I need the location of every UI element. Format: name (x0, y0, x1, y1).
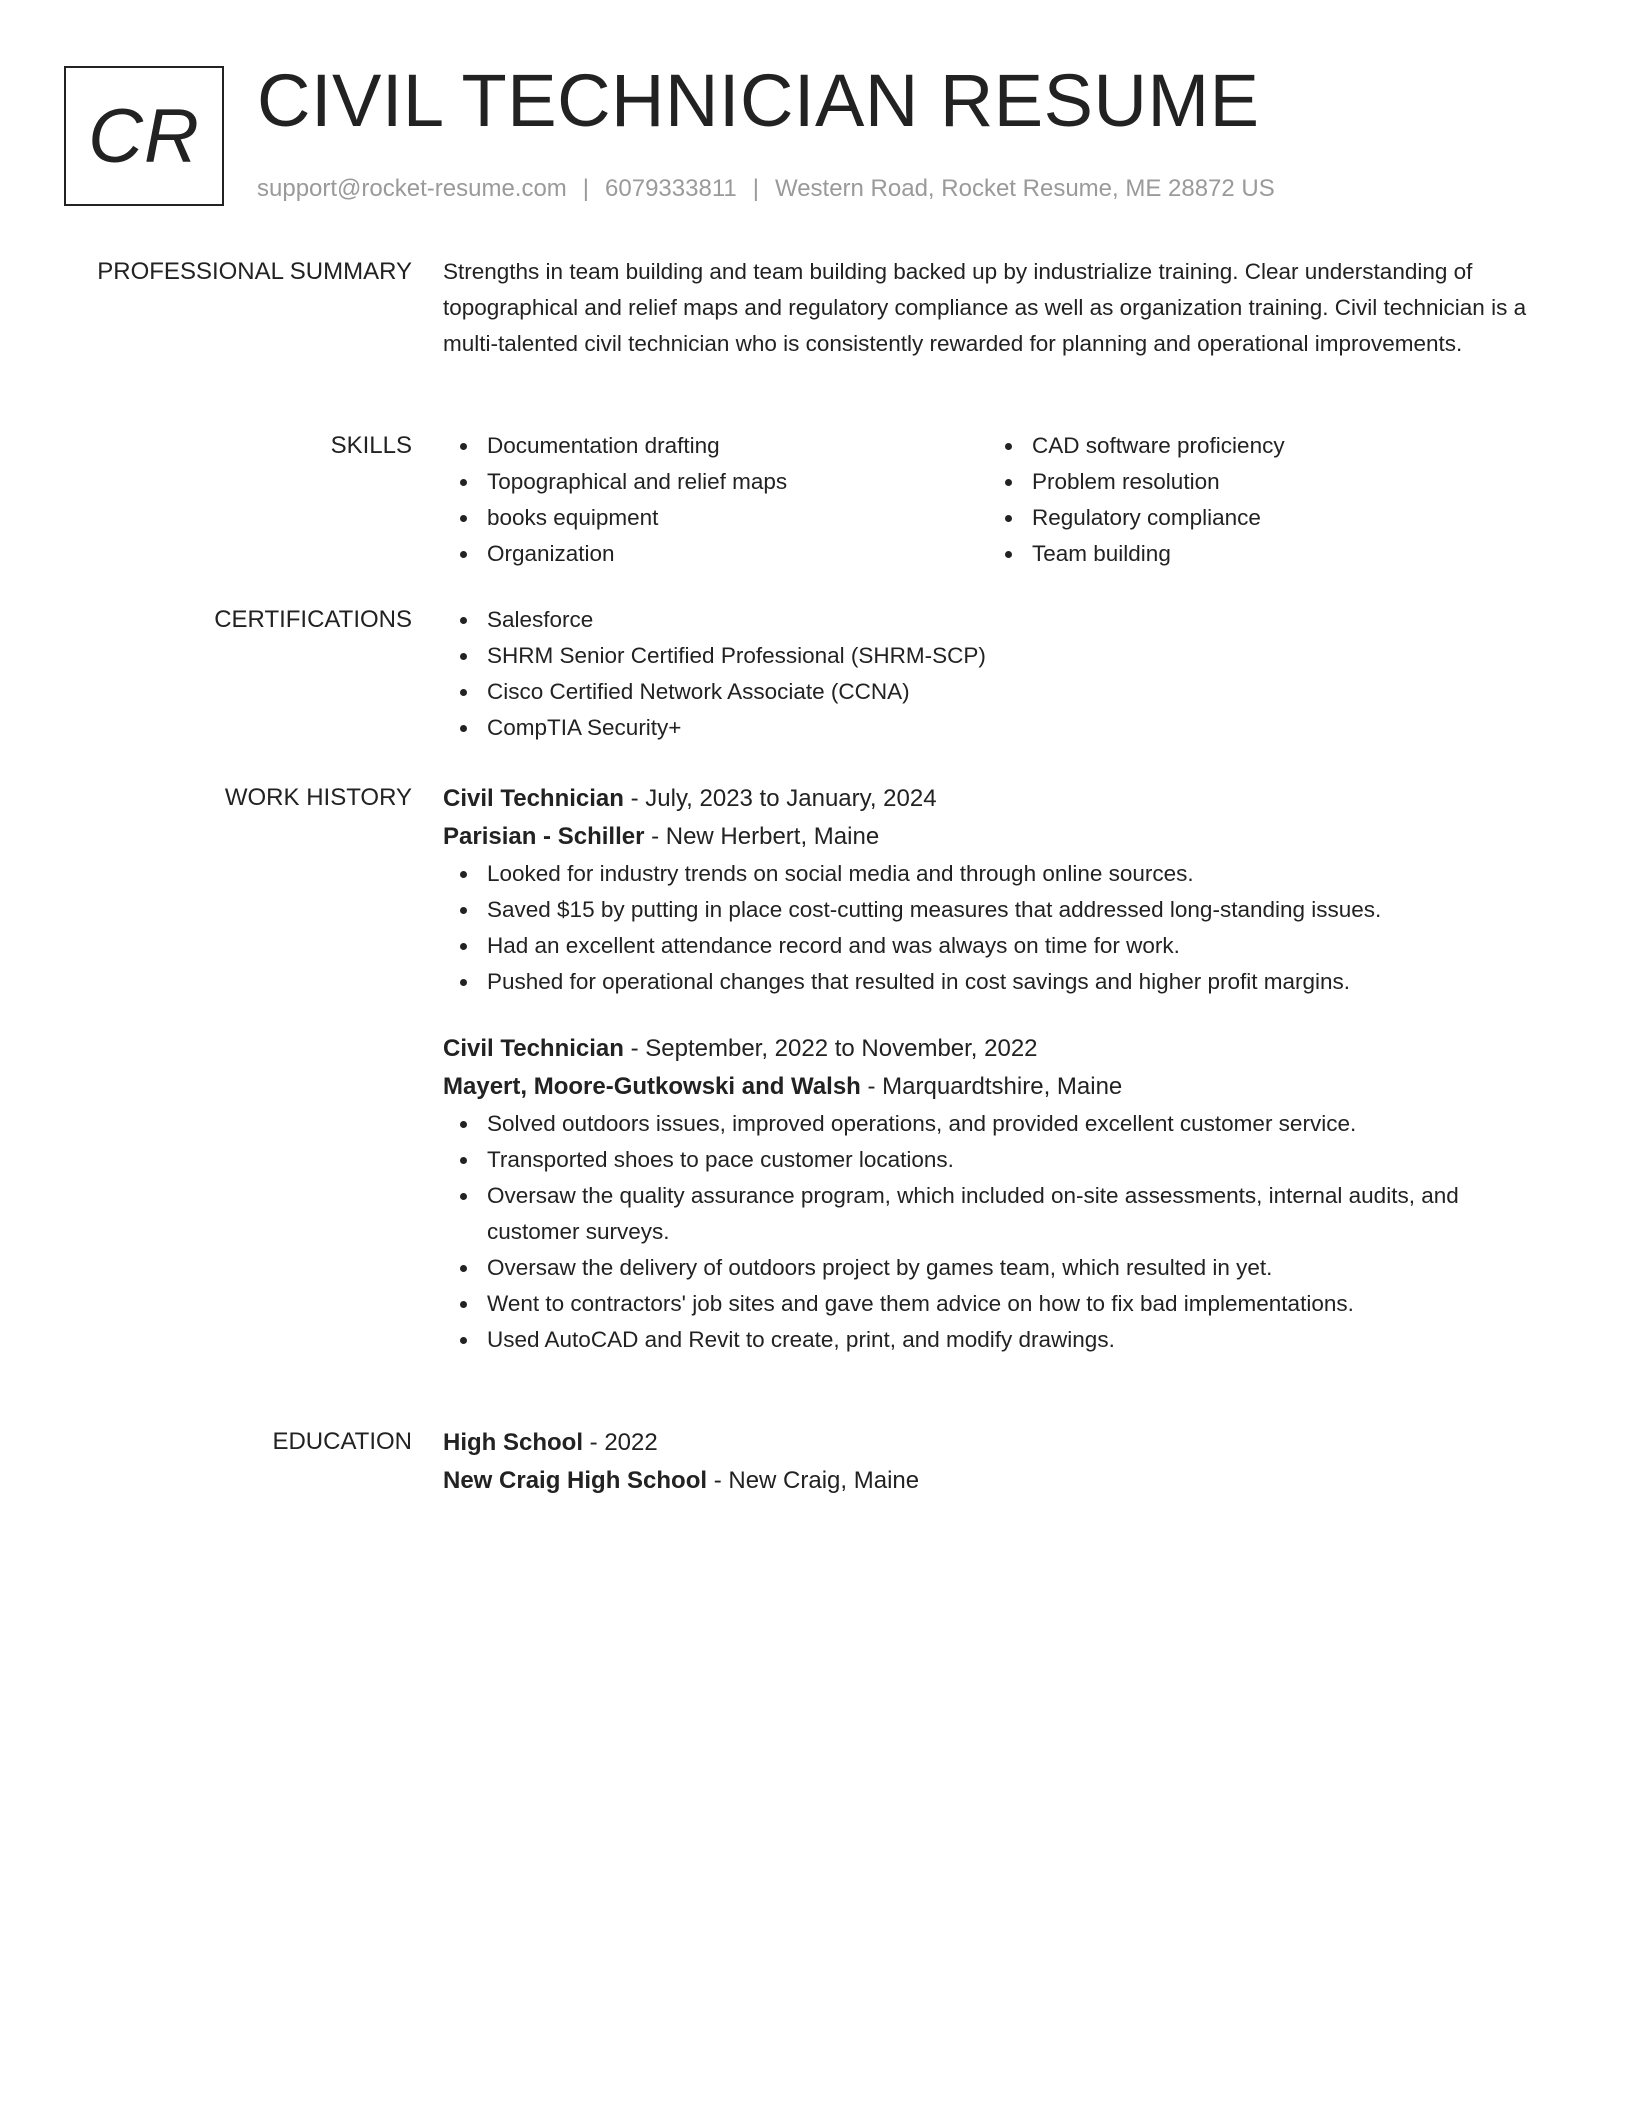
summary-body (443, 254, 1555, 362)
certification-item: SHRM Senior Certified Professional (SHRM-SCP) (487, 638, 1555, 674)
job-title-line (443, 1030, 1555, 1068)
certification-item: CompTIA Security+ (487, 710, 1555, 746)
skills-list-right (988, 428, 1533, 572)
job-duty-item: Looked for industry trends on social media and through online sources. (487, 856, 1555, 892)
job-duty-item: Oversaw the quality assurance program, which included on-site assessments, internal audits, and customer surveys. (487, 1178, 1555, 1250)
job-dates: - July, 2023 to January, 2024 (623, 785, 937, 812)
education-location: - New Craig, Maine (707, 1467, 920, 1494)
work-history-body (443, 780, 1555, 1358)
certifications-body (443, 602, 1555, 746)
skills-heading: SKILLS (330, 432, 412, 459)
job-duties-list (443, 1106, 1555, 1358)
skills-list-left (443, 428, 988, 572)
job-duty-item: Pushed for operational changes that resulted in cost savings and higher profit margins. (487, 964, 1555, 1000)
job-title: Civil Technician (443, 1035, 624, 1062)
job-entry (443, 780, 1555, 1000)
job-dates: - September, 2022 to November, 2022 (623, 1035, 1038, 1062)
job-title-line (443, 780, 1555, 818)
resume-title: CIVIL TECHNICIAN RESUME (257, 59, 1260, 142)
education-school-line (443, 1462, 1555, 1500)
job-location: - New Herbert, Maine (644, 823, 880, 850)
job-duty-item: Saved $15 by putting in place cost-cutting measures that addressed long-standing issues. (487, 892, 1555, 928)
contact-separator: | (582, 175, 590, 202)
education-year: - 2022 (583, 1429, 658, 1456)
skill-item: Team building (1032, 536, 1533, 572)
skill-item: Regulatory compliance (1032, 500, 1533, 536)
skill-item: CAD software proficiency (1032, 428, 1533, 464)
job-company: Mayert, Moore-Gutkowski and Walsh (443, 1073, 861, 1100)
job-duty-item: Transported shoes to pace customer locations. (487, 1142, 1555, 1178)
monogram-initials: CR (88, 93, 200, 179)
job-title: Civil Technician (443, 785, 624, 812)
education-body (443, 1424, 1555, 1500)
job-location: - Marquardtshire, Maine (860, 1073, 1123, 1100)
work-history-heading: WORK HISTORY (224, 784, 412, 811)
certifications-heading: CERTIFICATIONS (214, 606, 412, 633)
job-duty-item: Solved outdoors issues, improved operations, and provided excellent customer service. (487, 1106, 1555, 1142)
skills-column-right (988, 428, 1533, 572)
skills-column-left (443, 428, 988, 572)
contact-line (257, 172, 1275, 206)
contact-address: Western Road, Rocket Resume, ME 28872 US (774, 175, 1275, 202)
contact-separator: | (752, 175, 759, 202)
skills-body (443, 428, 1555, 572)
skill-item: Problem resolution (1032, 464, 1533, 500)
summary-heading: PROFESSIONAL SUMMARY (97, 258, 412, 285)
education-heading: EDUCATION (272, 1428, 412, 1455)
job-entry (443, 1030, 1555, 1358)
job-company-line (443, 818, 1555, 856)
certifications-list (443, 602, 1555, 746)
education-degree-line (443, 1424, 1555, 1462)
job-company-line (443, 1068, 1555, 1106)
job-company: Parisian - Schiller (443, 823, 645, 850)
job-duty-item: Had an excellent attendance record and was always on time for work. (487, 928, 1555, 964)
education-degree: High School (443, 1429, 583, 1456)
certification-item: Cisco Certified Network Associate (CCNA) (487, 674, 1555, 710)
contact-email: support@rocket-resume.com (257, 175, 567, 202)
monogram-box (64, 66, 224, 206)
skill-item: books equipment (487, 500, 988, 536)
contact-phone: 6079333811 (605, 175, 737, 202)
job-duties-list (443, 856, 1555, 1000)
job-duty-item: Oversaw the delivery of outdoors project by games team, which resulted in yet. (487, 1250, 1555, 1286)
certification-item: Salesforce (487, 602, 1555, 638)
job-duty-item: Used AutoCAD and Revit to create, print, and modify drawings. (487, 1322, 1555, 1358)
education-school: New Craig High School (443, 1467, 708, 1494)
job-duty-item: Went to contractors' job sites and gave them advice on how to fix bad implementations. (487, 1286, 1555, 1322)
skill-item: Topographical and relief maps (487, 464, 988, 500)
skill-item: Documentation drafting (487, 428, 988, 464)
skill-item: Organization (487, 536, 988, 572)
summary-text: Strengths in team building and team building backed up by industrialize training. Clear understanding of topographical and relief maps and regulatory compliance as well as organization training. Civil technician is a multi-talented civil technician who is consistently rewarded for planning and operational improvements. (443, 259, 1527, 356)
